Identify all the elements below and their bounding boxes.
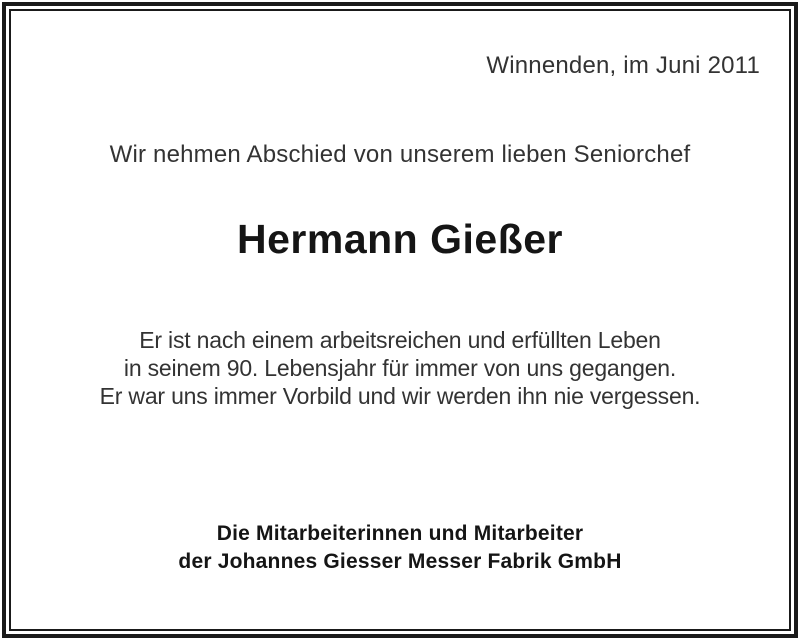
- memorial-text-line: Er war uns immer Vorbild und wir werden ihn nie vergessen.: [99, 383, 701, 409]
- deceased-name: Hermann Gießer: [237, 216, 563, 262]
- dateline: Winnenden, im Juni 2011: [486, 52, 760, 79]
- memorial-text-line: in seinem 90. Lebensjahr für immer von uns gegangen.: [123, 355, 677, 381]
- farewell-intro-line: Wir nehmen Abschied von unserem lieben Seniorchef: [109, 141, 691, 168]
- memorial-text: [0, 326, 800, 410]
- signature-line: der Johannes Giesser Messer Fabrik GmbH: [178, 550, 622, 573]
- signature-line: Die Mitarbeiterinnen und Mitarbeiter: [216, 522, 584, 545]
- memorial-text-line: Er ist nach einem arbeitsreichen und erfüllten Leben: [139, 327, 661, 353]
- signature-block: [0, 520, 800, 576]
